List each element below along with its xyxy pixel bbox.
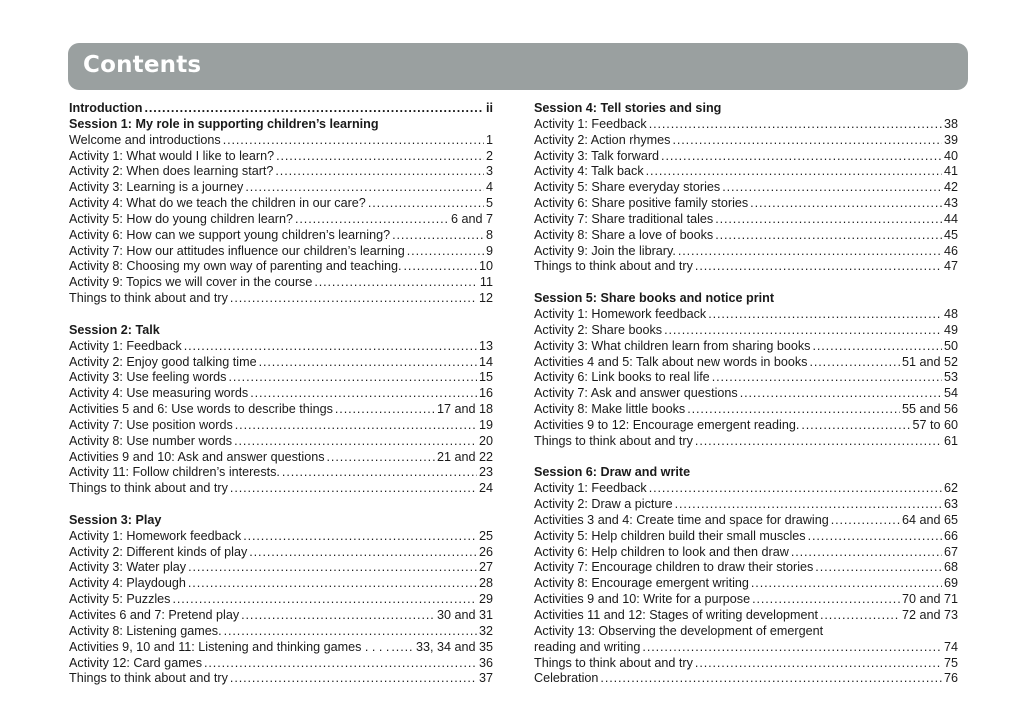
toc-entry — [69, 133, 493, 149]
toc-entry — [69, 434, 493, 450]
dot-leader — [224, 624, 477, 640]
toc-entry — [534, 497, 958, 513]
toc-page-number: 66 — [943, 528, 958, 543]
toc-section-heading: Session 6: Draw and write — [534, 465, 691, 480]
dot-leader — [750, 196, 942, 212]
toc-entry — [69, 465, 493, 481]
dot-leader — [335, 402, 435, 418]
toc-page-number: 68 — [943, 560, 958, 575]
toc-entry — [534, 196, 958, 212]
toc-page-number: 48 — [943, 306, 958, 321]
toc-entry-label: Things to think about and try — [534, 655, 693, 670]
toc-entry — [69, 196, 493, 212]
toc-right-column — [534, 101, 958, 687]
toc-entry — [534, 545, 958, 561]
toc-page-number: 72 and 73 — [901, 608, 958, 622]
toc-page-number: 53 — [943, 370, 958, 385]
toc-entry — [534, 481, 958, 497]
toc-page-number: 54 — [943, 386, 958, 401]
dot-leader — [230, 291, 477, 307]
dot-leader — [661, 149, 942, 165]
toc-entry — [69, 149, 493, 165]
toc-entry — [69, 560, 493, 576]
toc-entry-label: Activity 4: What do we teach the children in our care? — [69, 196, 366, 211]
toc-entry — [69, 624, 493, 640]
dot-leader — [368, 196, 484, 212]
toc-entry — [534, 117, 958, 133]
toc-entry — [69, 101, 493, 117]
toc-page-number: 69 — [943, 576, 958, 591]
dot-leader — [708, 307, 942, 323]
toc-page-number: 24 — [478, 481, 493, 496]
toc-entry-label: Activity 1: Feedback — [534, 481, 647, 496]
toc-entry — [534, 560, 958, 576]
toc-entry — [69, 228, 493, 244]
toc-page-number: 67 — [943, 544, 958, 559]
toc-entry — [534, 212, 958, 228]
toc-page-number: 12 — [478, 291, 493, 306]
toc-entry-label: Activities 11 and 12: Stages of writing development — [534, 608, 818, 622]
toc-entry-label: Activity 2: Draw a picture — [534, 497, 673, 512]
dot-leader — [715, 228, 942, 244]
toc-page-number: 9 — [485, 243, 493, 258]
toc-entry — [534, 259, 958, 275]
toc-page-number: 11 — [479, 275, 493, 290]
toc-entry-label: Activity 2: Action rhymes — [534, 132, 671, 147]
toc-page-number: 62 — [943, 481, 958, 496]
toc-entry — [69, 608, 493, 624]
dot-leader — [230, 481, 477, 497]
toc-page-number: 14 — [478, 354, 493, 369]
toc-entry-label: Activity 8: Make little books — [534, 402, 686, 417]
toc-entry-label: Activities 9, 10 and 11: Listening and thinking games . . . . — [69, 639, 390, 654]
toc-page-number: 51 and 52 — [901, 354, 958, 369]
dot-leader — [223, 133, 484, 149]
toc-entry-label: Activities 3 and 4: Create time and space for drawing — [534, 512, 829, 527]
toc-page-number: 19 — [478, 417, 493, 432]
toc-entry — [534, 608, 958, 624]
toc-entry — [69, 386, 493, 402]
toc-entry — [69, 180, 493, 196]
toc-entry — [534, 228, 958, 244]
dot-leader — [172, 592, 477, 608]
toc-entry-label: Activity 11: Follow children’s interests. — [69, 465, 280, 480]
toc-page-number: 5 — [485, 196, 493, 211]
toc-entry-label: Activity 2: Different kinds of play — [69, 544, 248, 559]
toc-page-number: 55 and 56 — [901, 402, 958, 417]
toc-entry — [69, 259, 493, 275]
toc-entry-label: Activities 9 to 12: Encourage emergent reading. — [534, 417, 800, 432]
toc-page-number: 43 — [943, 196, 958, 211]
toc-page-number: 50 — [943, 338, 958, 353]
toc-entry — [534, 418, 958, 434]
toc-section-heading: Session 1: My role in supporting children’s learning — [69, 116, 379, 131]
toc-entry-label: Activity 6: Share positive family stories — [534, 196, 749, 211]
toc-entry-label: Activity 4: Use measuring words — [69, 386, 249, 401]
toc-page-number: 2 — [485, 148, 493, 163]
dot-leader — [751, 576, 942, 592]
toc-page-number: 4 — [485, 180, 493, 195]
toc-page-number: 3 — [485, 164, 493, 179]
toc-entry-label: Activity 5: How do young children learn? — [69, 211, 294, 226]
toc-page-number: 42 — [943, 180, 958, 195]
dot-leader — [687, 402, 900, 418]
toc-entry — [534, 656, 958, 672]
toc-entry — [69, 244, 493, 260]
toc-entry — [69, 339, 493, 355]
toc-entry — [69, 355, 493, 371]
dot-leader — [249, 545, 477, 561]
dot-leader — [664, 323, 942, 339]
toc-page-number: 63 — [943, 497, 958, 512]
toc-entry — [534, 133, 958, 149]
dot-leader — [245, 180, 484, 196]
toc-entry-label: Activities 9 and 10: Write for a purpose — [534, 592, 751, 607]
toc-entry — [534, 164, 958, 180]
toc-entry-label: Activity 5: Help children build their small muscles — [534, 528, 806, 543]
toc-entry — [534, 386, 958, 402]
toc-entry — [69, 576, 493, 592]
dot-leader — [327, 450, 435, 466]
dot-leader — [678, 244, 942, 260]
toc-entry-label: Activity 5: Puzzles — [69, 592, 171, 607]
toc-entry-label: Things to think about and try — [69, 291, 228, 306]
toc-entry — [69, 545, 493, 561]
dot-leader — [815, 560, 942, 576]
toc-page-number: 13 — [478, 338, 493, 353]
toc-entry-label: Activity 7: Share traditional tales — [534, 211, 714, 226]
toc-page-number: 25 — [478, 528, 493, 543]
toc-page-number: 15 — [478, 370, 493, 385]
dot-leader — [695, 434, 942, 450]
toc-page-number: 27 — [478, 560, 493, 575]
toc-entry-label: Activity 8: Choosing my own way of parenting and teaching. — [69, 259, 402, 274]
toc-page-number: 46 — [943, 243, 958, 258]
toc-entry-text: Activity 13: Observing the development of emergent — [534, 623, 824, 638]
toc-entry-label: reading and writing — [534, 639, 641, 654]
dot-leader — [646, 164, 942, 180]
toc-entry — [534, 640, 958, 656]
dot-leader — [295, 212, 449, 228]
toc-entry-label: Activity 1: Feedback — [69, 338, 182, 353]
toc-entry — [534, 529, 958, 545]
toc-page-number: 44 — [943, 211, 958, 226]
toc-entry-label: Activity 2: Share books — [534, 322, 663, 337]
dot-leader — [259, 355, 477, 371]
toc-page-number: 20 — [478, 433, 493, 448]
toc-page-number: 21 and 22 — [436, 449, 493, 464]
toc-page-number: 47 — [943, 259, 958, 274]
dot-leader — [672, 133, 942, 149]
toc-entry-label: Activity 1: Homework feedback — [69, 528, 242, 543]
toc-entry-label: Activity 8: Listening games. — [69, 623, 222, 638]
dot-leader — [404, 259, 477, 275]
dot-leader — [282, 465, 477, 481]
toc-page-number: 64 and 65 — [901, 512, 958, 527]
toc-left-column — [69, 101, 493, 687]
toc-page-number: 57 to 60 — [912, 417, 958, 432]
toc-page-number: 38 — [943, 116, 958, 131]
toc-page-number: 16 — [478, 386, 493, 401]
toc-entry-label: Welcome and introductions — [69, 132, 221, 147]
toc-entry — [534, 244, 958, 260]
toc-page-number: 30 and 31 — [436, 608, 493, 622]
dot-leader — [235, 418, 477, 434]
dot-leader — [820, 608, 900, 624]
toc-entry — [69, 370, 493, 386]
toc-entry-label: Activity 3: Talk forward — [534, 148, 660, 163]
toc-entry-label: Activity 3: What children learn from sharing books — [534, 338, 811, 353]
toc-entry-label: Activity 9: Topics we will cover in the course — [69, 275, 313, 290]
dot-leader — [740, 386, 942, 402]
dot-leader — [188, 560, 477, 576]
toc-entry-label: Activities 4 and 5: Talk about new words in books — [534, 354, 808, 369]
toc-entry-label: Activity 4: Playdough — [69, 576, 186, 591]
toc-entry-label: Things to think about and try — [69, 671, 228, 686]
toc-entry-label: Activity 8: Use number words — [69, 433, 233, 448]
dot-leader — [642, 640, 942, 656]
toc-entry-label: Celebration — [534, 671, 599, 686]
toc-entry-label: Activity 6: How can we support young children’s learning? — [69, 227, 391, 242]
toc-entry-label: Activity 7: Use position words — [69, 417, 233, 432]
toc-entry — [534, 355, 958, 371]
toc-section-heading: Session 4: Tell stories and sing — [534, 101, 722, 115]
toc-entry-label: Activity 8: Share a love of books — [534, 227, 714, 242]
toc-section-heading: Session 3: Play — [69, 512, 162, 527]
toc-page-number: 74 — [943, 639, 958, 654]
toc-page-number: 28 — [478, 576, 493, 591]
toc-entry — [534, 592, 958, 608]
toc-entry — [69, 640, 493, 656]
toc-entry-label: Activity 12: Card games — [69, 655, 202, 670]
toc-entry — [69, 481, 493, 497]
toc-page-number: 17 and 18 — [436, 402, 493, 417]
toc-entry-label: Activity 2: Enjoy good talking time — [69, 354, 257, 369]
dot-leader — [230, 671, 477, 687]
toc-entry-label: Activity 3: Use feeling words — [69, 370, 227, 385]
toc-entry — [69, 212, 493, 228]
dot-leader — [391, 640, 414, 656]
toc-entry-label: Activites 6 and 7: Pretend play — [69, 608, 240, 622]
toc-entry — [534, 339, 958, 355]
toc-entry-label: Things to think about and try — [534, 433, 693, 448]
toc-entry — [69, 291, 493, 307]
dot-leader — [241, 608, 435, 624]
toc-entry — [534, 402, 958, 418]
toc-entry-label: Activity 3: Water play — [69, 560, 187, 575]
dot-leader — [831, 513, 900, 529]
toc-entry — [534, 576, 958, 592]
dot-leader — [600, 671, 942, 687]
toc-page-number: 49 — [943, 322, 958, 337]
toc-entry — [534, 370, 958, 386]
toc-entry-label: Activity 7: How our attitudes influence our children’s learning — [69, 243, 405, 258]
dot-leader — [649, 117, 942, 133]
toc-page-number: 45 — [943, 227, 958, 242]
toc-entry-label: Introduction — [69, 101, 143, 115]
toc-entry — [69, 164, 493, 180]
dot-leader — [243, 529, 477, 545]
toc-page-number: 70 and 71 — [901, 592, 958, 607]
toc-entry-label: Activity 8: Encourage emergent writing — [534, 576, 749, 591]
dot-leader — [228, 370, 477, 386]
toc-entry — [534, 434, 958, 450]
dot-leader — [407, 244, 484, 260]
toc-section-heading: Session 5: Share books and notice print — [534, 291, 775, 306]
dot-leader — [184, 339, 477, 355]
toc-page-number: 75 — [943, 655, 958, 670]
dot-leader — [801, 418, 910, 434]
toc-page-number: 6 and 7 — [450, 211, 493, 226]
dot-leader — [675, 497, 942, 513]
toc-entry-label: Activity 6: Help children to look and then draw — [534, 544, 789, 559]
toc-page-number: 29 — [478, 592, 493, 607]
toc-entry-label: Activity 1: Homework feedback — [534, 306, 707, 321]
page-title: Contents — [83, 52, 202, 78]
dot-leader — [791, 545, 942, 561]
toc-page-number: 36 — [478, 655, 493, 670]
toc-entry — [69, 656, 493, 672]
dot-leader — [275, 164, 484, 180]
toc-entry-label: Activity 3: Learning is a journey — [69, 180, 244, 195]
toc-entry — [69, 402, 493, 418]
contents-banner — [68, 43, 968, 90]
toc-entry — [69, 671, 493, 687]
toc-entry-label: Activity 6: Link books to real life — [534, 370, 710, 385]
toc-entry-label: Activity 7: Encourage children to draw their stories — [534, 560, 814, 575]
toc-page-number: 39 — [943, 132, 958, 147]
toc-entry — [534, 180, 958, 196]
dot-leader — [715, 212, 942, 228]
toc-entry — [534, 149, 958, 165]
toc-page-number: 41 — [943, 164, 958, 179]
dot-leader — [809, 355, 899, 371]
dot-leader — [712, 370, 942, 386]
toc-page-number: 1 — [485, 132, 493, 147]
toc-entry-label: Activity 2: When does learning start? — [69, 164, 274, 179]
toc-entry-label: Things to think about and try — [534, 259, 693, 274]
toc-section-heading: Session 2: Talk — [69, 322, 160, 337]
toc-entry-label: Activity 1: What would I like to learn? — [69, 148, 275, 163]
dot-leader — [234, 434, 477, 450]
toc-entry — [534, 513, 958, 529]
toc-page-number: 10 — [478, 259, 493, 274]
toc-entry-label: Activity 4: Talk back — [534, 164, 644, 179]
toc-page-number: 40 — [943, 148, 958, 163]
toc-page-number: 61 — [943, 433, 958, 448]
toc-entry-label: Activities 5 and 6: Use words to describe things — [69, 402, 333, 417]
dot-leader — [144, 101, 484, 117]
dot-leader — [649, 481, 942, 497]
toc-page-number: ii — [486, 101, 493, 115]
toc-page-number: 32 — [478, 623, 493, 638]
dot-leader — [276, 149, 484, 165]
toc-entry — [69, 275, 493, 291]
toc-page-number: 8 — [485, 227, 493, 242]
dot-leader — [250, 386, 477, 402]
dot-leader — [188, 576, 477, 592]
toc-entry — [534, 671, 958, 687]
dot-leader — [722, 180, 942, 196]
toc-entry — [69, 529, 493, 545]
toc-page-number: 23 — [478, 465, 493, 480]
dot-leader — [812, 339, 942, 355]
toc-entry-label: Activities 9 and 10: Ask and answer questions — [69, 449, 325, 464]
dot-leader — [314, 275, 478, 291]
dot-leader — [695, 656, 942, 672]
toc-entry — [69, 450, 493, 466]
toc-entry — [69, 418, 493, 434]
toc-entry-label: Activity 1: Feedback — [534, 116, 647, 131]
toc-entry — [534, 323, 958, 339]
toc-page-number: 33, 34 and 35 — [415, 639, 493, 654]
toc-page-number: 37 — [478, 671, 493, 686]
dot-leader — [204, 656, 477, 672]
toc-entry-label: Things to think about and try — [69, 481, 228, 496]
dot-leader — [695, 259, 942, 275]
toc-entry-label: Activity 9: Join the library. — [534, 243, 676, 258]
dot-leader — [752, 592, 900, 608]
dot-leader — [808, 529, 942, 545]
dot-leader — [392, 228, 484, 244]
toc-entry-label: Activity 7: Ask and answer questions — [534, 386, 738, 401]
toc-entry-label: Activity 5: Share everyday stories — [534, 180, 721, 195]
toc-page-number: 26 — [478, 544, 493, 559]
toc-page-number: 76 — [943, 671, 958, 686]
toc-entry — [69, 592, 493, 608]
toc-entry — [534, 307, 958, 323]
